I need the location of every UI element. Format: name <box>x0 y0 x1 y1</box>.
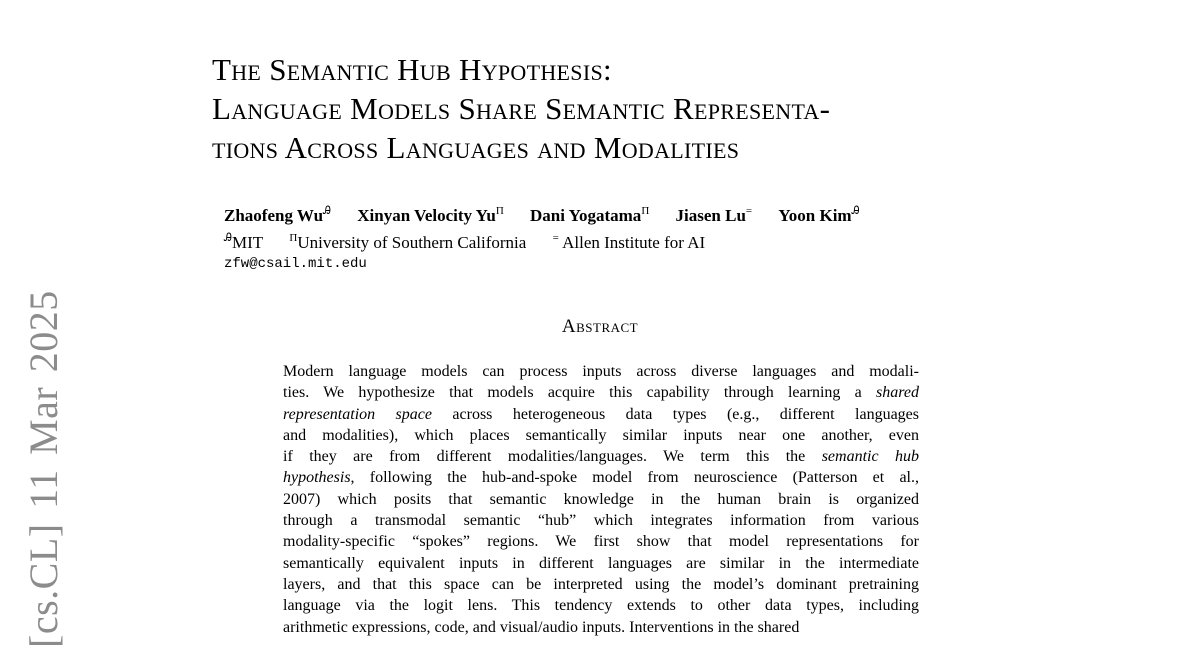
title-line: tions Across Languages and Modalities <box>212 130 740 165</box>
abstract-text: Modern language models can process inputs across diverse languages and modali- <box>283 363 919 380</box>
abstract-line <box>283 404 919 425</box>
author: Xinyan Velocity $Yu^\Pi$ <box>357 205 504 225</box>
abstract-text: ties. We hypothesize that models acquire this capability through learning a <box>283 384 877 402</box>
arxiv-stamp: [cs.CL] 11 Mar 2025 <box>21 290 66 648</box>
abstract-emphasis: shared <box>876 384 919 402</box>
abstract-line <box>283 574 919 595</box>
abstract-line <box>283 617 919 638</box>
title-line: Language Models Share Semantic Representa- <box>212 91 831 126</box>
abstract-line <box>283 489 919 510</box>
author: Yoon Kim$^Ꭿ$ <box>778 205 860 225</box>
abstract-text: semantically equivalent inputs in different languages are similar in the intermediate <box>283 554 919 572</box>
abstract-text: language via the logit lens. This tendency extends to other data types, including <box>283 597 919 615</box>
affiliation-list <box>224 227 882 254</box>
abstract-emphasis: representation space <box>283 405 432 423</box>
abstract-text: , following the hub-and-spoke model from neuroscience (Patterson et al., <box>350 469 919 487</box>
abstract-line <box>283 595 919 616</box>
abstract-text: and modalities), which places semantically similar inputs near one another, even <box>283 426 919 444</box>
abstract-heading: Abstract <box>561 316 639 337</box>
affiliation: $^\Pi$University of Southern California <box>289 232 527 252</box>
abstract-line <box>283 531 919 552</box>
affiliation: $^Ꭿ$MIT <box>224 232 264 252</box>
abstract-line <box>283 510 919 531</box>
abstract-body <box>283 361 919 638</box>
author: Jiasen Lu= <box>675 205 753 225</box>
title-line: The Semantic Hub Hypothesis: <box>212 52 612 87</box>
abstract-line <box>283 425 919 446</box>
abstract-text: arithmetic expressions, code, and visual/audio inputs. Interventions in the shared <box>283 618 800 636</box>
abstract-text: modality-specific “spokes” regions. We first show that model representations for <box>283 533 919 551</box>
abstract-line <box>283 446 919 467</box>
abstract-emphasis: semantic hub <box>821 448 920 466</box>
abstract-text: if they are from different modalities/languages. We term this the <box>283 448 822 466</box>
abstract-line <box>283 361 919 382</box>
abstract-line <box>283 553 919 574</box>
abstract-text: through a transmodal semantic “hub” which integrates information from various <box>283 512 919 530</box>
abstract-text: layers, and that this space can be interpreted using the model’s dominant pretraining <box>283 575 919 593</box>
author: Dani Yogatama$^\Pi$ <box>530 205 650 225</box>
author: Zhaofeng $Wu^Ꭿ$ <box>224 205 331 225</box>
authors-block <box>224 200 882 274</box>
abstract-emphasis: hypothesis <box>283 469 351 487</box>
author-email[interactable]: zfw@csail.mit.edu <box>224 256 367 272</box>
abstract-text: across heterogeneous data types (e.g., different languages <box>432 405 920 423</box>
abstract-line <box>283 382 919 403</box>
affiliation: = Allen Institute for AI <box>552 232 706 252</box>
abstract-line <box>283 467 919 488</box>
abstract-text: 2007) which posits that semantic knowledge in the human brain is organized <box>283 490 919 508</box>
paper-title <box>212 50 1032 167</box>
author-list <box>224 200 882 227</box>
